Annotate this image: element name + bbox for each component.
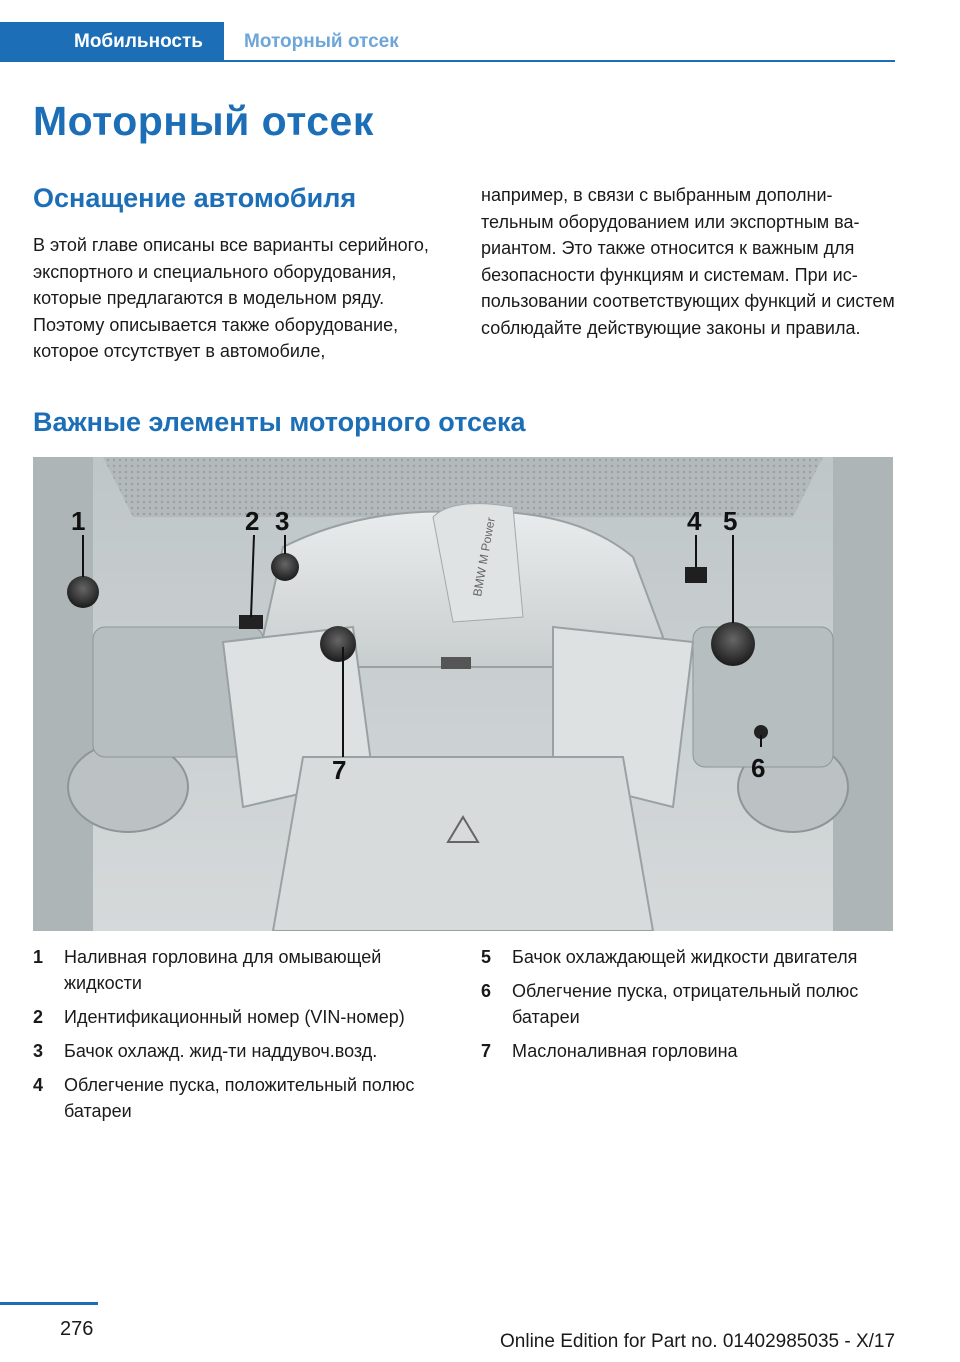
legend-number: 1 [33, 947, 44, 967]
legend-item [33, 1038, 448, 1064]
legend-text: Наливная горловина для омывающей жидкости [64, 947, 382, 993]
legend-text: Облегчение пуска, положительный полюс батареи [64, 1075, 415, 1121]
legend-number: 5 [481, 947, 492, 967]
legend-text: Маслоналивная горловина [512, 1041, 738, 1061]
edition-note: Online Edition for Part no. 01402985035 - X/17 [500, 1331, 896, 1352]
legend-item [481, 944, 896, 970]
vin-plate [239, 615, 263, 629]
callout-4: 4 [687, 506, 702, 536]
engine-coolant-cap [711, 622, 755, 666]
tab-mobility[interactable] [0, 22, 224, 62]
legend-number: 7 [481, 1041, 492, 1061]
section-heading-important-elements: Важные элементы моторного отсека [33, 407, 526, 437]
legend-text: Облегчение пуска, отрицательный полюс батареи [512, 981, 859, 1027]
chapter-tab-bar [0, 22, 895, 62]
legend-text: Идентификационный номер (VIN-номер) [64, 1007, 405, 1027]
charge-air-coolant-cap [271, 553, 299, 581]
legend-item [33, 1072, 448, 1124]
equipment-paragraph-left: В этой главе описаны все варианты серийного, экспортного и специального оборудования, которые предлагаются в модельном ряду. Поэтому описывается также оборудование, которое отсутствует в автомобиле, [33, 235, 429, 361]
callout-2: 2 [245, 506, 260, 536]
legend-number: 2 [33, 1007, 44, 1027]
page-title: Моторный отсек [33, 98, 374, 144]
tab-underline [224, 60, 895, 62]
page-number: 276 [60, 1318, 94, 1340]
legend-item [481, 978, 896, 1030]
engine-compartment-figure [33, 457, 893, 931]
equipment-paragraph-right: например, в связи с выбранным дополнительным оборудованием или экспортным вариантом. Это также относится к важным для безопасности функциям и системам. При использовании соответствующих функций и систем соблюдайте действующие законы и правила. [481, 185, 895, 338]
legend-item [481, 1038, 896, 1064]
footer-rule [0, 1302, 98, 1305]
positive-terminal [685, 567, 707, 583]
legend-number: 3 [33, 1041, 44, 1061]
engine-compartment-illustration [33, 457, 893, 931]
legend-item [33, 944, 448, 996]
callout-6: 6 [751, 753, 766, 783]
callout-3: 3 [275, 506, 290, 536]
callout-7: 7 [332, 755, 347, 785]
legend-text: Бачок охлажд. жид-ти наддувоч.возд. [64, 1041, 378, 1061]
legend-number: 4 [33, 1075, 44, 1095]
callout-1: 1 [71, 506, 86, 536]
legend-number: 6 [481, 981, 492, 1001]
legend-column-left [33, 944, 448, 1132]
m-logo [441, 657, 471, 669]
legend-column-right [481, 944, 896, 1072]
engine-badge-text: BMW M Power [470, 516, 498, 598]
callout-5: 5 [723, 506, 738, 536]
tab-mobility-label: Мобильность [74, 31, 203, 52]
section-heading-equipment: Оснащение автомобиля [33, 183, 357, 213]
tab-engine-compartment[interactable]: Моторный отсек [244, 31, 399, 52]
washer-filler-cap [67, 576, 99, 608]
legend-item [33, 1004, 448, 1030]
legend-text: Бачок охлаждающей жидкости двигателя [512, 947, 858, 967]
oil-filler-cap [320, 626, 356, 662]
